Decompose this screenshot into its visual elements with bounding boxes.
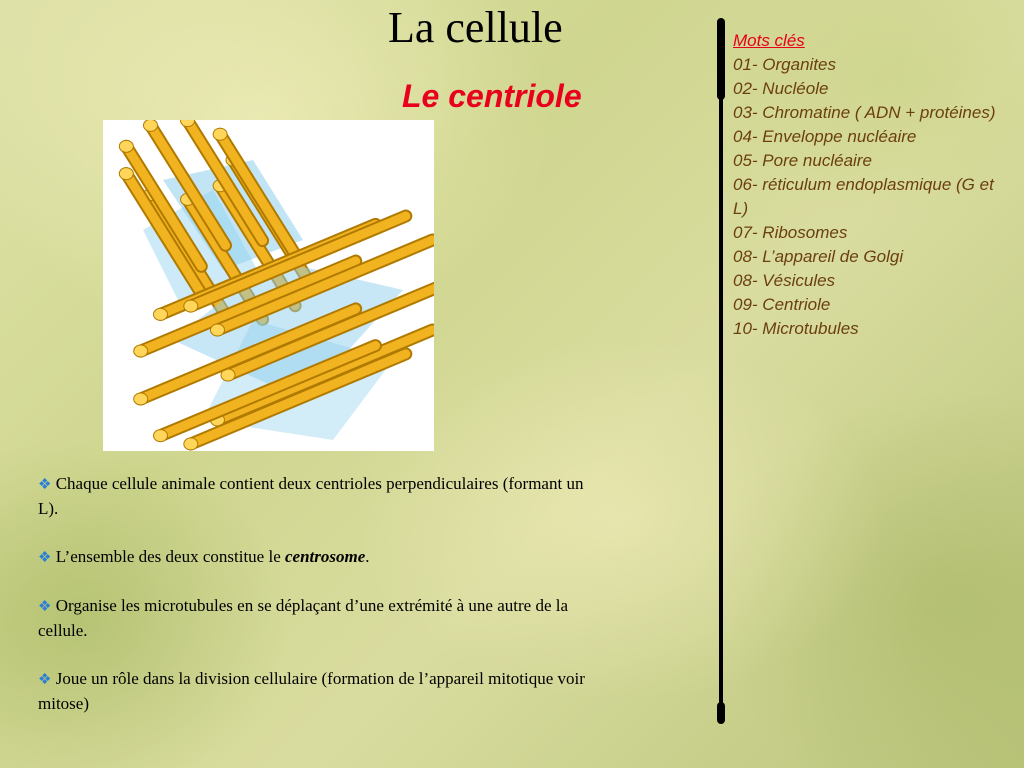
- keyword-item: 02- Nucléole: [733, 79, 829, 98]
- keywords-heading: Mots clés: [733, 31, 805, 50]
- keyword-item: 04- Enveloppe nucléaire: [733, 127, 917, 146]
- bullet-item: ❖ Chaque cellule animale contient deux centrioles perpendiculaires (formant un L).: [38, 474, 584, 518]
- diamond-bullet-icon: ❖: [38, 550, 52, 566]
- bullet-list: [38, 472, 598, 740]
- diamond-bullet-icon: ❖: [38, 477, 52, 493]
- keyword-item: 08- Vésicules: [733, 271, 836, 290]
- centriole-figure: [103, 120, 434, 451]
- keyword-item: 01- Organites: [733, 55, 836, 74]
- slide-title: La cellule: [388, 3, 563, 52]
- bullet-item: ❖ L’ensemble des deux constitue le centrosome.: [38, 547, 370, 566]
- keyword-item: 05- Pore nucléaire: [733, 151, 872, 170]
- keywords-panel: [733, 29, 1013, 341]
- keyword-item: 03- Chromatine ( ADN + protéines): [733, 103, 996, 122]
- diamond-bullet-icon: ❖: [38, 599, 52, 615]
- slide-subtitle: Le centriole: [402, 78, 582, 114]
- keyword-item: 10- Microtubules: [733, 319, 859, 338]
- vertical-divider: [716, 18, 726, 724]
- keyword-item: 07- Ribosomes: [733, 223, 848, 242]
- keyword-item: 06- réticulum endoplasmique (G et L): [733, 175, 994, 218]
- keyword-item: 08- L’appareil de Golgi: [733, 247, 904, 266]
- bullet-item: ❖ Organise les microtubules en se déplaçant d’une extrémité à une autre de la cellule.: [38, 596, 569, 640]
- diamond-bullet-icon: ❖: [38, 672, 52, 688]
- keyword-item: 09- Centriole: [733, 295, 831, 314]
- bullet-item: ❖ Joue un rôle dans la division cellulaire (formation de l’appareil mitotique voir mitose): [38, 669, 585, 713]
- centrosome-term: centrosome: [285, 547, 366, 566]
- centriole-illustration: [103, 120, 434, 451]
